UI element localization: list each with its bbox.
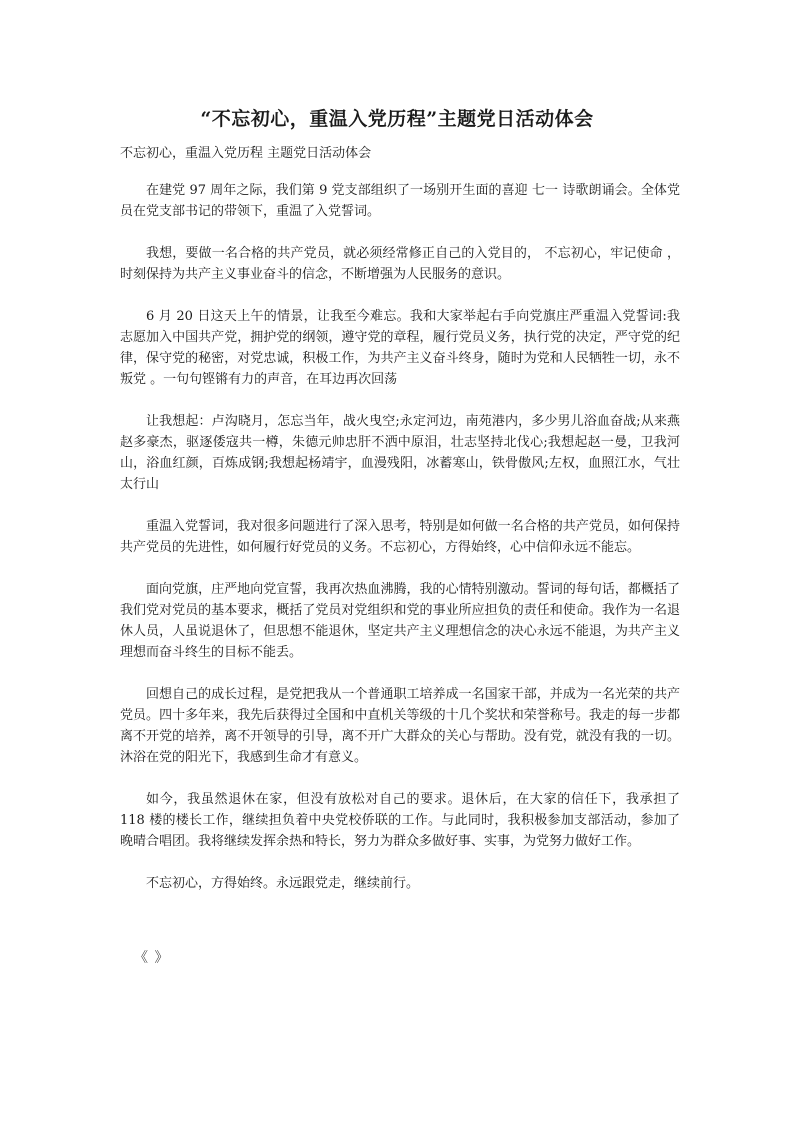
document-subtitle: 不忘初心，重温入党历程 主题党日活动体会: [120, 146, 372, 161]
nav-marks: 《 》: [134, 950, 170, 966]
paragraph-6: 面向党旗，庄严地向党宣誓，我再次热血沸腾，我的心情特别激动。誓词的每句话，都概括了我们党对党员的基本要求，概括了党员对党组织和党的事业所应担负的责任和使命。我作为一名退休人员，人虽说退休了，但思想不能退休，坚定共产主义理想信念的决心永远不能退，为共产主义理想而奋斗终生的目标不能丢。: [120, 582, 680, 660]
paragraph-9: 不忘初心，方得始终。永远跟党走，继续前行。: [146, 876, 420, 891]
paragraph-1: 在建党 97 周年之际，我们第 9 党支部组织了一场别开生面的喜迎 七一 诗歌朗诵会。全体党员在党支部书记的带领下，重温了入党誓词。: [120, 183, 680, 219]
document-title: “不忘初心，重温入党历程”主题党日活动体会: [200, 108, 594, 130]
paragraph-8: 如今，我虽然退休在家，但没有放松对自己的要求。退休后，在大家的信任下，我承担了 118 楼的楼长工作，继续担负着中央党校侨联的工作。与此同时，我积极参加支部活动，参加了晚晴合唱团。我将继续发挥余热和特长，努力为群众多做好事、实事，为党努力做好工作。: [120, 792, 680, 849]
paragraph-3: 6 月 20 日这天上午的情景，让我至今难忘。我和大家举起右手向党旗庄严重温入党誓词:我志愿加入中国共产党，拥护党的纲领，遵守党的章程，履行党员义务，执行党的决定，严守党的纪律，保守党的秘密，对党忠诚，积极工作，为共产主义奋斗终身，随时为党和人民牺牲一切，永不叛党 。一句句铿锵有力的声音，在耳边再次回荡: [120, 309, 680, 387]
document-body: [120, 180, 680, 915]
paragraph-4: 让我想起：卢沟晓月，怎忘当年，战火曳空;永定河边，南苑港内，多少男儿浴血奋战;从来燕赵多豪杰，驱逐倭寇共一樽，朱德元帅忠肝不洒中原泪，壮志坚持北伐心;我想起赵一曼，卫我河山，浴血红颜，百炼成钢;我想起杨靖宇，血漫残阳，冰蓄寒山，铁骨傲风;左权，血照江水，气壮太行山: [120, 414, 680, 492]
paragraph-5: 重温入党誓词，我对很多问题进行了深入思考，特别是如何做一名合格的共产党员，如何保持共产党员的先进性，如何履行好党员的义务。不忘初心，方得始终，心中信仰永远不能忘。: [120, 519, 680, 555]
paragraph-2: 我想，要做一名合格的共产党员，就必须经常修正自己的入党目的， 不忘初心，牢记使命 ，时刻保持为共产主义事业奋斗的信念，不断增强为人民服务的意识。: [120, 246, 680, 282]
paragraph-7: 回想自己的成长过程，是党把我从一个普通职工培养成一名国家干部，并成为一名光荣的共产党员。四十多年来，我先后获得过全国和中直机关等级的十几个奖状和荣誉称号。我走的每一步都离不开党的培养，离不开领导的引导，离不开广大群众的关心与帮助。没有党，就没有我的一切。沐浴在党的阳光下，我感到生命才有意义。: [120, 687, 680, 765]
